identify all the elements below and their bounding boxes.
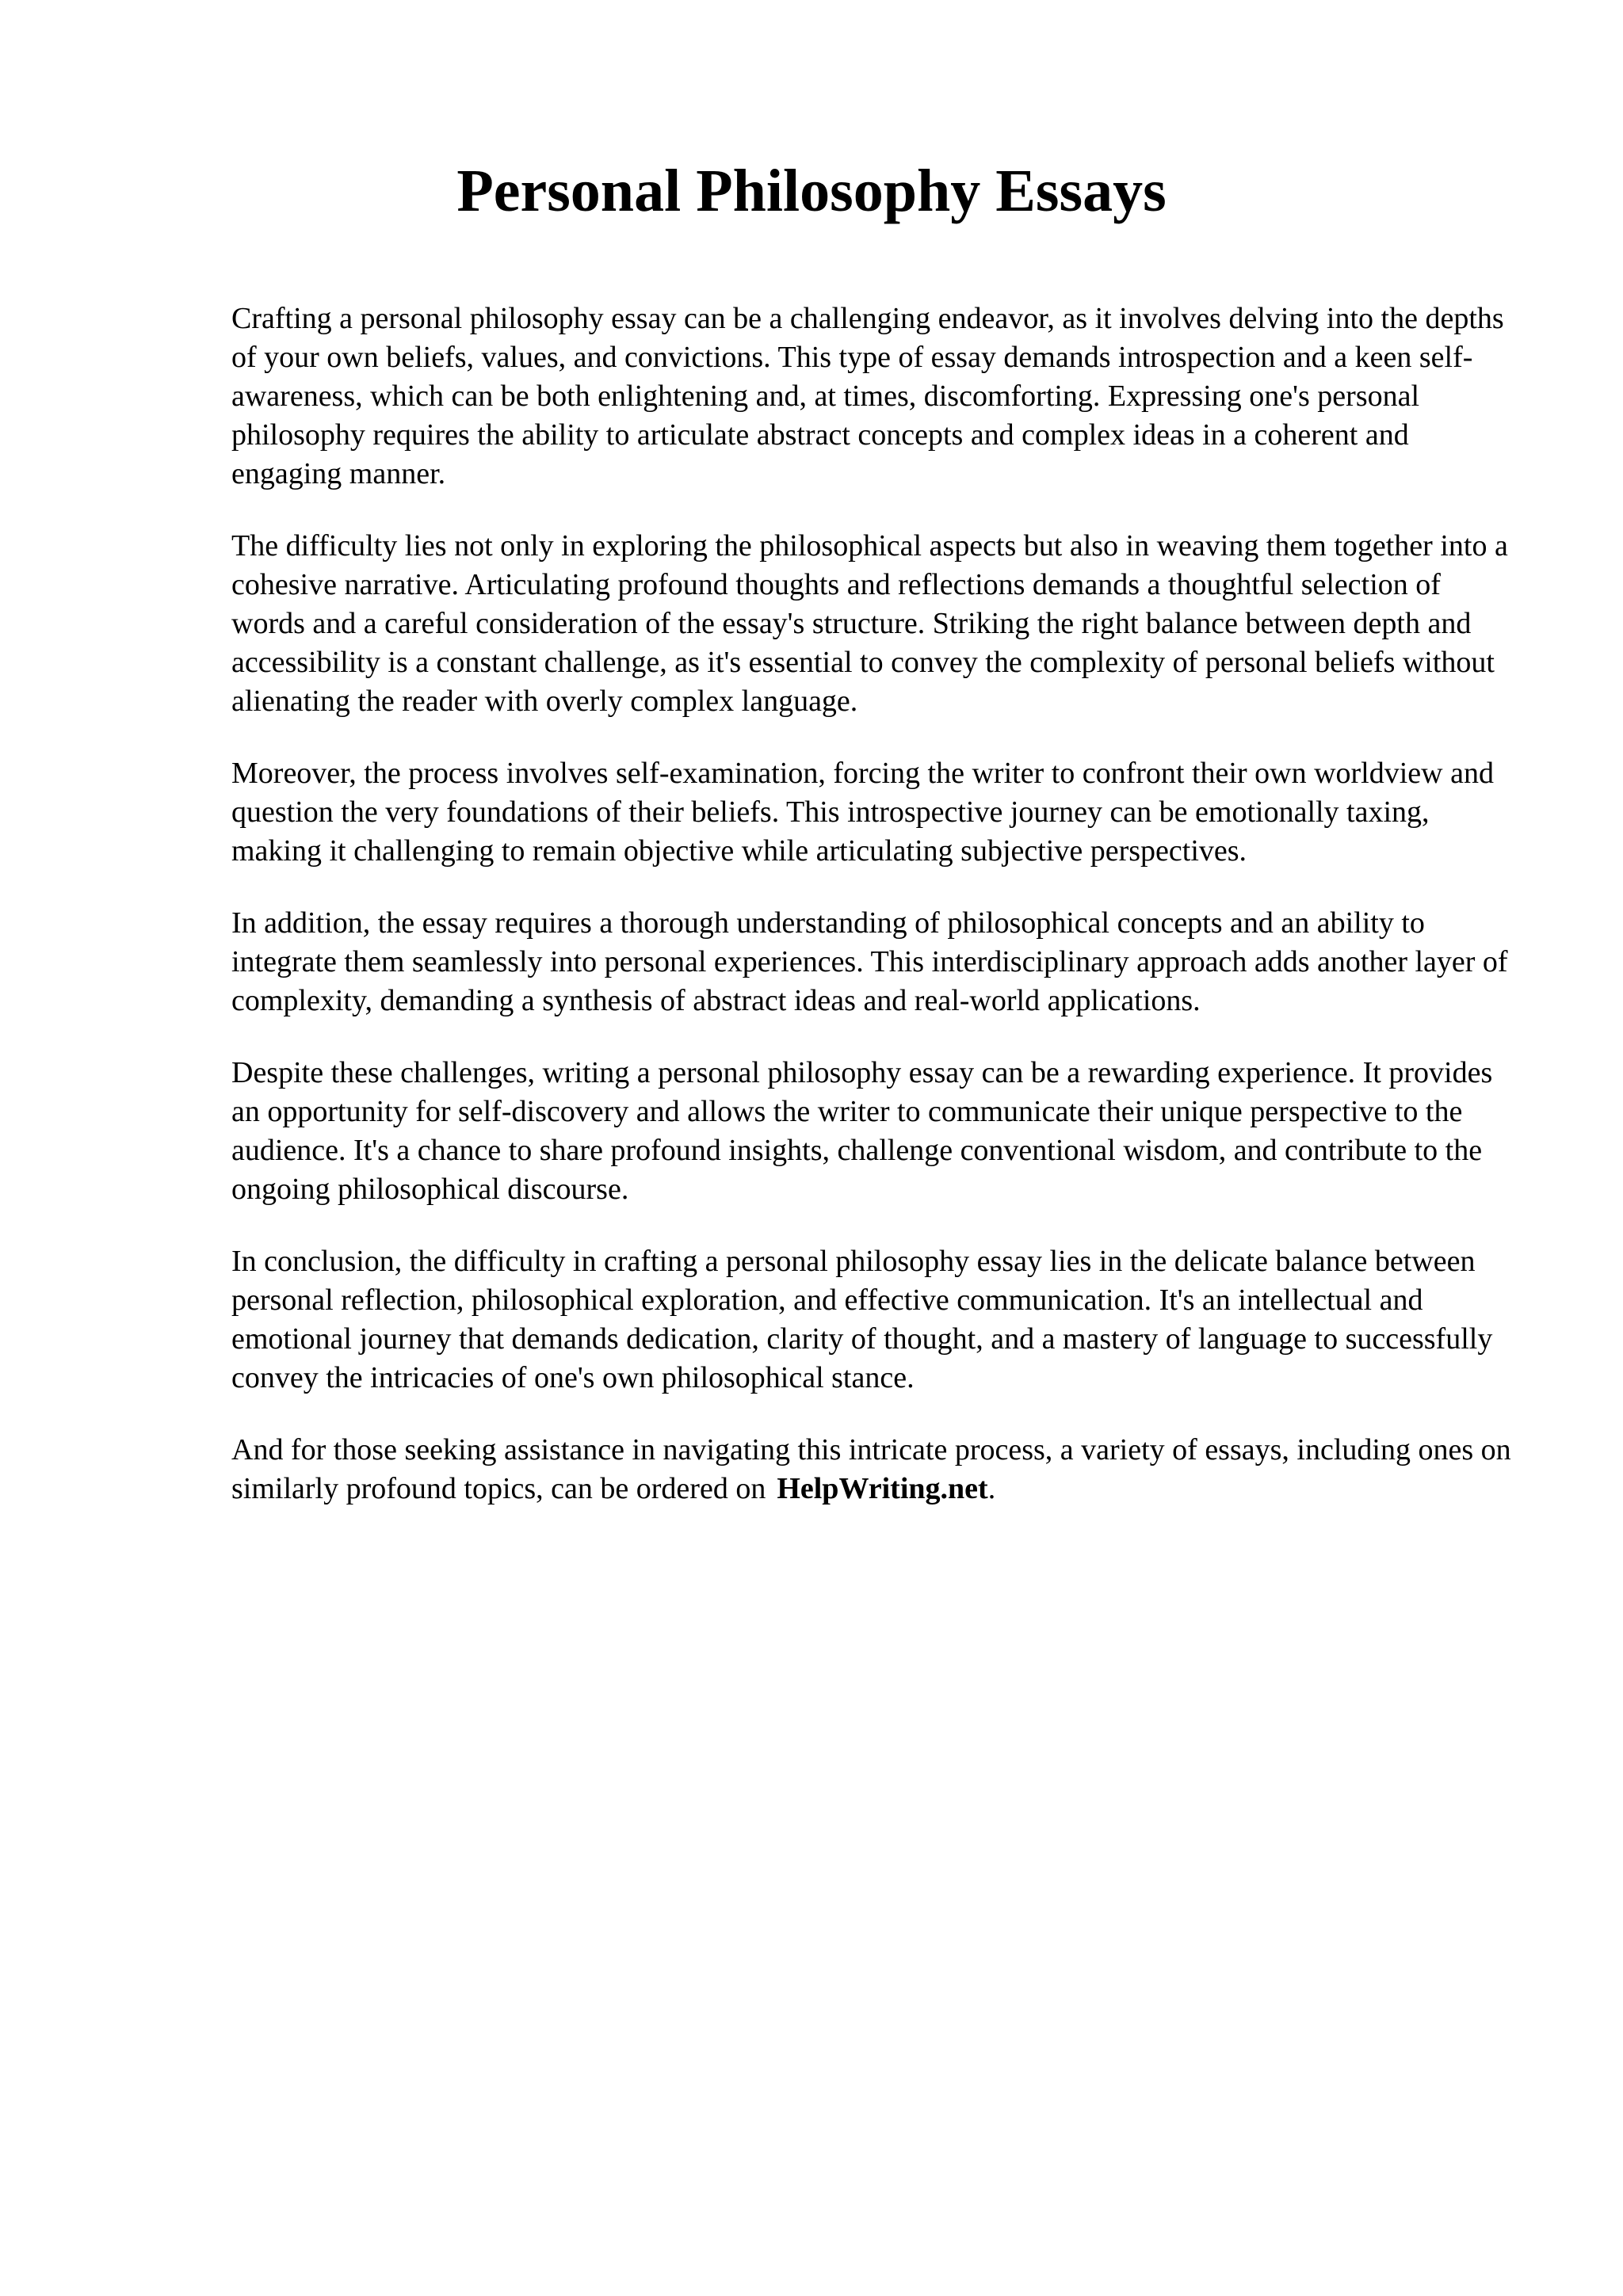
paragraph-1: Crafting a personal philosophy essay can be a challenging endeavor, as it involves delving into the depths of your own beliefs, values, and convictions. This type of essay demands introspection and a keen self-awareness, which can be both enlightening and, at times, discomforting. Expressing one's personal philosophy requires the ability to articulate abstract concepts and complex ideas in a coherent and engaging manner. [231, 302, 1504, 490]
paragraph-6: In conclusion, the difficulty in crafting a personal philosophy essay lies in the delicate balance between personal reflection, philosophical exploration, and effective communication. It's an intellectual and emotional journey that demands dedication, clarity of thought, and a mastery of language to successfully convey the intricacies of one's own philosophical stance. [231, 1245, 1493, 1394]
helpwriting-link[interactable]: HelpWriting.net [777, 1472, 988, 1505]
paragraph-2: The difficulty lies not only in exploring the philosophical aspects but also in weaving them together into a cohesive narrative. Articulating profound thoughts and reflections demands a thoughtful selection of words and a careful consideration of the essay's structure. Striking the right balance between depth and accessibility is a constant challenge, as it's essential to convey the complexity of personal beliefs without alienating the reader with overly complex language. [231, 529, 1508, 718]
closing-text: And for those seeking assistance in navigating this intricate process, a variety of essays, including ones on similarly profound topics, can be ordered on [231, 1433, 1511, 1505]
essay-body [231, 299, 1515, 1542]
page-title: Personal Philosophy Essays [456, 158, 1167, 224]
paragraph-3: Moreover, the process involves self-examination, forcing the writer to confront their own worldview and question the very foundations of their beliefs. This introspective journey can be emotionally taxing, making it challenging to remain objective while articulating subjective perspectives. [231, 757, 1494, 868]
closing-period: . [987, 1472, 996, 1505]
closing-paragraph [231, 1431, 1515, 1508]
paragraph-5: Despite these challenges, writing a personal philosophy essay can be a rewarding experience. It provides an opportunity for self-discovery and allows the writer to communicate their unique perspective to the audience. It's a chance to share profound insights, challenge conventional wisdom, and contribute to the ongoing philosophical discourse. [231, 1056, 1493, 1206]
paragraph-4: In addition, the essay requires a thorough understanding of philosophical concepts and an ability to integrate them seamlessly into personal experiences. This interdisciplinary approach adds another layer of complexity, demanding a synthesis of abstract ideas and real-world applications. [231, 906, 1508, 1017]
